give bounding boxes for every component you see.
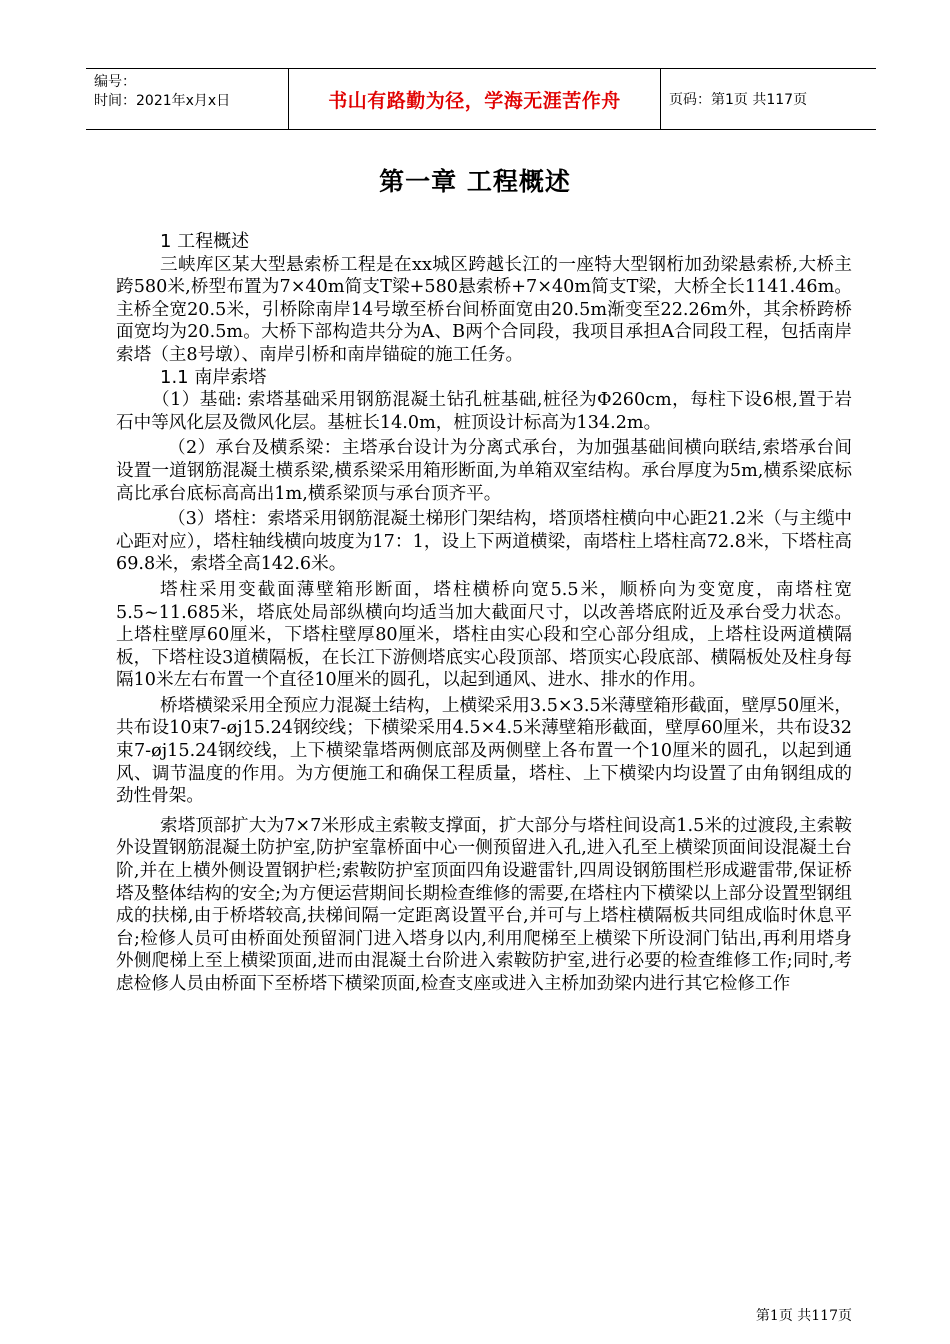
body-paragraph: 桥塔横梁采用全预应力混凝土结构，上横梁采用3.5×3.5米薄壁箱形截面，壁厚50厘米，共布设10束7-øj15.24钢绞线；下横梁采用4.5×4.5米薄壁箱形截面，壁厚60厘米，共布设32束7-øj15.24钢绞线，上下横梁靠塔两侧底部及两侧壁上各布置一个10厘米的圆孔，以起到通风、调节温度的作用。为方便施工和确保工程质量，塔柱、上下横梁内均设置了由角钢组成的劲性骨架。 xyxy=(116,695,852,807)
header-meta xyxy=(86,69,288,129)
body-paragraph: 塔柱采用变截面薄壁箱形断面，塔柱横桥向宽5.5米，顺桥向为变宽度，南塔柱宽5.5~11.685米，塔底处局部纵横向均适当加大截面尺寸，以改善塔底附近及承台受力状态。上塔柱壁厚60厘米，下塔柱壁厚80厘米，塔柱由实心段和空心部分组成，上塔柱设两道横隔板，下塔柱设3道横隔板，在长江下游侧塔底实心段顶部、塔顶实心段底部、横隔板处及柱身每隔10米左右布置一个直径10厘米的圆孔，以起到通风、进水、排水的作用。 xyxy=(116,579,852,691)
header-time: 时间：2021年x月x日 xyxy=(94,93,231,109)
body-paragraph: 三峡库区某大型悬索桥工程是在xx城区跨越长江的一座特大型钢桁加劲梁悬索桥,大桥主跨580米,桥型布置为7×40m简支T梁+580悬索桥+7×40m简支T梁，大桥全长1141.46m。主桥全宽20.5米，引桥除南岸14号墩至桥台间桥面宽由20.5m渐变至22.26m外，其余桥跨桥面宽均为20.5m。大桥下部构造共分为A、B两个合同段，我项目承担A合同段工程，包括南岸索塔（主8号墩）、南岸引桥和南岸锚碇的施工任务。 xyxy=(116,254,852,365)
body-paragraph: （2）承台及横系梁：主塔承台设计为分离式承台，为加强基础间横向联结,索塔承台间设置一道钢筋混凝土横系梁,横系梁采用箱形断面,为单箱双室结构。承台厚度为5m,横系梁底标高比承台底标高高出1m,横系梁顶与承台顶齐平。 xyxy=(116,438,852,504)
body-paragraph: 索塔顶部扩大为7×7米形成主索鞍支撑面，扩大部分与塔柱间设高1.5米的过渡段,主索鞍外设置钢筋混凝土防护室,防护室靠桥面中心一侧预留进入孔,进入孔至上横梁顶面间设混凝土台阶,并在上横外侧设置钢护栏;索鞍防护室顶面四角设避雷针,四周设钢筋围栏形成避雷带,保证桥塔及整体结构的安全;为方便运营期间长期检查维修的需要,在塔柱内下横梁以上部分设置型钢组成的扶梯,由于桥塔较高,扶梯间隔一定距离设置平台,并可与上塔柱横隔板共同组成临时休息平台;检修人员可由桥面处预留洞门进入塔身以内,利用爬梯至上横梁下所设洞门钻出,再利用塔身外侧爬梯上至上横梁顶面,进而由混凝土台阶进入索鞍防护室,进行必要的检查维修工作;同时,考虑检修人员由桥面下至桥塔下横梁顶面,检查支座或进入主桥加劲梁内进行其它检修工作 xyxy=(116,815,852,994)
document-body xyxy=(116,231,852,996)
section-heading: 1 工程概述 xyxy=(160,231,250,252)
page-header xyxy=(86,68,876,130)
section-heading: 1.1 南岸索塔 xyxy=(160,366,267,388)
header-number: 编号： xyxy=(94,74,136,90)
body-paragraph: （3）塔柱：索塔采用钢筋混凝土梯形门架结构，塔顶塔柱横向中心距21.2米（与主缆中心距对应），塔柱轴线横向坡度为17：1，设上下两道横梁，南塔柱上塔柱高72.8米，下塔柱高69.8米，索塔全高142.6米。 xyxy=(116,509,852,575)
chapter-title: 第一章 工程概述 xyxy=(379,167,571,196)
page-footer: 第1页 共117页 xyxy=(755,1308,852,1324)
header-motto: 书山有路勤为径，学海无涯苦作舟 xyxy=(328,89,621,112)
body-paragraph: （1）基础: 索塔基础采用钢筋混凝土钻孔桩基础,桩径为Φ260cm，每柱下设6根,置于岩石中等风化层及微风化层。基桩长14.0m，桩顶设计标高为134.2m。 xyxy=(116,390,852,433)
header-motto-cell xyxy=(288,69,661,129)
header-page-info: 页码：第1页 共117页 xyxy=(669,92,808,108)
